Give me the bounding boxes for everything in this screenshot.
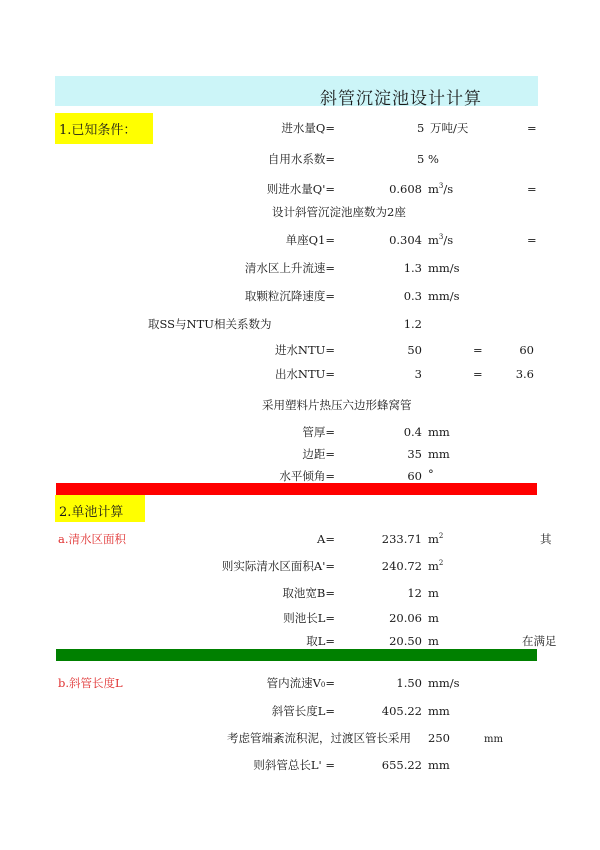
length-unit: m [428,611,439,625]
transition-label: 考虑管端紊流积泥，过渡区管长采用 [227,731,411,745]
incline-value: 60 [407,469,422,483]
single-unit: $m^3/s$ [428,233,454,247]
out-ntu-label: 出水NTU= [274,367,335,381]
page-title: 斜管沉淀池设计计算 [320,89,482,109]
section2-heading: 2.单池计算 [59,505,124,520]
out-ntu-value: 3 [414,367,422,381]
material-note: 采用塑料片热压六边形蜂窝管 [262,398,412,412]
design-note: 设计斜管沉淀池座数为2座 [272,205,406,219]
single-label: 单座Q1= [285,233,335,247]
settling-velocity-unit: mm/s [428,289,460,303]
actual-area-value: 240.72 [381,559,422,573]
incline-unit: ° [428,467,434,481]
thickness-value: 0.4 [403,425,422,439]
tube-velocity-label: 管内流速V0= [266,676,335,690]
section1-highlight [55,113,153,144]
out-ntu-result: 3.6 [515,367,534,381]
spacing-value: 35 [407,447,422,461]
tube-velocity-value: 1.50 [396,676,422,690]
transition-unit: mm [484,734,503,745]
section2-highlight [55,495,145,522]
tube-length-value: 405.22 [381,704,422,718]
total-length-value: 655.22 [381,758,422,772]
width-unit: m [428,586,439,600]
in-ntu-label: 进水NTU= [274,343,335,357]
ss-ntu-label: 取SS与NTU相关系数为 [148,317,272,331]
incline-label: 水平倾角= [279,469,335,483]
inflow-adj-value: 0.608 [389,182,422,196]
thickness-label: 管厚= [302,425,335,439]
inflow-value: 5 [417,121,425,135]
out-ntu-eq: = [473,367,483,381]
spacing-label: 边距= [302,447,335,461]
subheading-b: b.斜管长度L [58,676,123,690]
take-length-unit: m [428,634,439,648]
single-value: 0.304 [389,233,422,247]
inflow-eq: = [527,121,537,135]
settling-velocity-value: 0.3 [403,289,422,303]
take-length-label: 取L= [306,634,335,648]
red-divider-bar [56,483,537,495]
tube-length-unit: mm [428,704,450,718]
inflow-label: 进水量Q= [281,121,335,135]
area-value: 233.71 [381,532,422,546]
single-eq: = [527,233,537,247]
length-label: 则池长L= [283,611,335,625]
area-note: 其 [540,532,552,546]
self-use-value: 5 [417,152,425,166]
total-length-label: 则斜管总长L' = [253,758,335,772]
section1-heading: 1.已知条件： [59,123,137,138]
in-ntu-value: 50 [407,343,422,357]
self-use-label: 自用水系数= [267,152,335,166]
rise-velocity-unit: mm/s [428,261,460,275]
inflow-adj-unit: $m^3/s$ [428,182,454,196]
tube-length-label: 斜管长度L= [271,704,335,718]
thickness-unit: mm [428,425,450,439]
actual-area-label: 则实际清水区面积A'= [221,559,335,573]
inflow-unit: 万吨/天 [430,121,469,135]
width-label: 取池宽B= [282,586,335,600]
take-length-note: 在满足 [522,634,557,648]
area-unit: $m^2$ [428,532,444,546]
subheading-a: a.清水区面积 [58,532,127,546]
ss-ntu-value: 1.2 [403,317,422,331]
transition-value: 250 [428,731,450,745]
take-length-value: 20.50 [389,634,422,648]
rise-velocity-label: 清水区上升流速= [244,261,335,275]
width-value: 12 [407,586,422,600]
settling-velocity-label: 取颗粒沉降速度= [244,289,335,303]
green-divider-bar [56,649,537,661]
actual-area-unit: $m^2$ [428,559,444,573]
in-ntu-eq: = [473,343,483,357]
area-label: A= [317,532,335,546]
total-length-unit: mm [428,758,450,772]
tube-velocity-unit: mm/s [428,676,460,690]
spacing-unit: mm [428,447,450,461]
inflow-adj-label: 则进水量Q'= [266,182,335,196]
inflow-adj-eq: = [527,182,537,196]
length-value: 20.06 [389,611,422,625]
in-ntu-result: 60 [519,343,534,357]
self-use-unit: % [428,152,439,166]
rise-velocity-value: 1.3 [403,261,422,275]
